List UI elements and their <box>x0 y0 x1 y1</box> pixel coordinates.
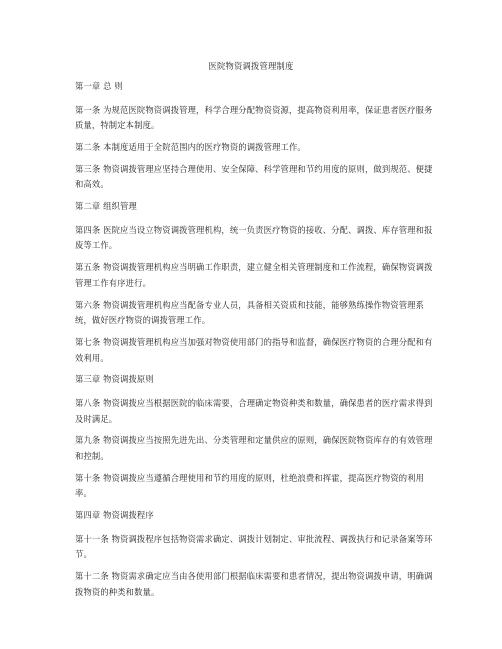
document-body <box>75 79 433 607</box>
document-title: 医院物资调拨管理制度 <box>208 61 294 71</box>
article-paragraph: 第五条 物资调拨管理机构应当明确工作职责，建立健全相关管理制度和工作流程，确保物资调拨管理工作有序进行。 <box>75 262 433 288</box>
article-paragraph: 第六条 物资调拨管理机构应当配备专业人员，具备相关资质和技能，能够熟练操作物资管理系统，做好医疗物资的调拨管理工作。 <box>75 299 425 326</box>
article-paragraph: 第三条 物资调拨管理应坚持合理使用、安全保障、科学管理和节约用度的原则，做到规范、便捷和高效。 <box>75 163 433 190</box>
chapter-heading: 第一章 总 则 <box>75 81 123 91</box>
article-paragraph: 第七条 物资调拨管理机构应当加强对物资使用部门的指导和监督，确保医疗物资的合理分配和有效利用。 <box>75 337 433 363</box>
chapter-heading: 第二章 组织管理 <box>75 201 137 212</box>
article-paragraph: 第九条 物资调拨应当按照先进先出、分类管理和定量供应的原则，确保医院物资库存的有效管理和控制。 <box>75 435 433 461</box>
article-paragraph: 第十一条 物资调拨程序包括物资需求确定、调拨计划制定、审批流程、调拨执行和记录备案等环节。 <box>75 533 433 560</box>
chapter-heading: 第四章 物资调拨程序 <box>75 510 154 521</box>
article-paragraph: 第十二条 物资需求确定应当由各使用部门根据临床需要和患者情况，提出物资调拨申请，明确调拨物资的种类和数量。 <box>75 571 433 597</box>
article-paragraph: 第八条 物资调拨应当根据医院的临床需要，合理确定物资种类和数量，确保患者的医疗需求得到及时满足。 <box>75 398 433 424</box>
article-paragraph: 第一条 为规范医院物资调拨管理，科学合理分配物资资源，提高物资利用率，保证患者医疗服务质量，特制定本制度。 <box>75 104 433 131</box>
article-paragraph: 第二条 本制度适用于全院范围内的医疗物资的调拨管理工作。 <box>75 141 306 152</box>
article-paragraph: 第四条 医院应当设立物资调拨管理机构，统一负责医疗物资的接收、分配、调拨、库存管理和报废等工作。 <box>75 224 433 251</box>
article-paragraph: 第十条 物资调拨应当遵循合理使用和节约用度的原则，杜绝浪费和挥霍，提高医疗物资的利用率。 <box>75 472 425 499</box>
chapter-heading: 第三章 物资调拨原则 <box>75 374 154 385</box>
